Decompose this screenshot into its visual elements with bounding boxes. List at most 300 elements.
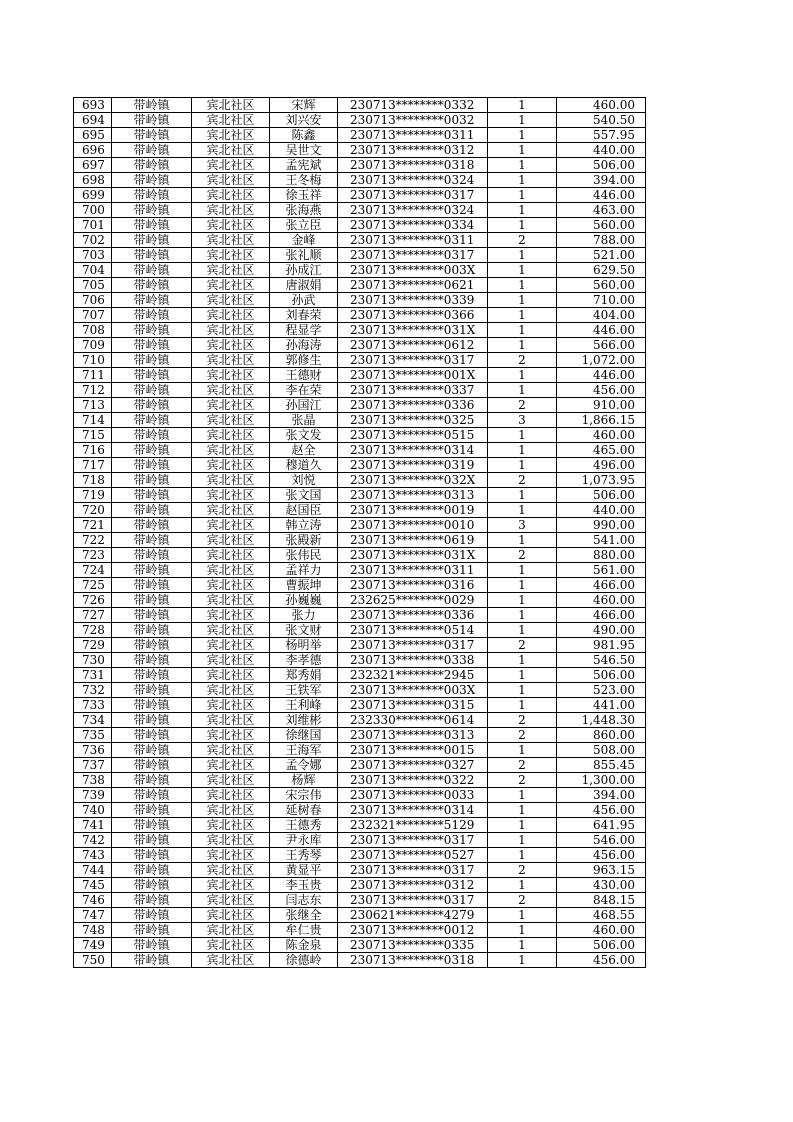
id-number-cell: 230713********0314 [338, 803, 488, 818]
amount-cell: 456.00 [557, 383, 646, 398]
name-cell: 孙成江 [270, 263, 338, 278]
table-row [74, 143, 646, 158]
town-cell: 带岭镇 [112, 803, 192, 818]
id-number-cell: 230621********4279 [338, 908, 488, 923]
community-cell: 宾北社区 [192, 218, 270, 233]
name-cell: 杨辉 [270, 773, 338, 788]
household-count-cell: 1 [488, 788, 557, 803]
amount-cell: 561.00 [557, 563, 646, 578]
household-count-cell: 1 [488, 623, 557, 638]
amount-cell: 1,073.95 [557, 473, 646, 488]
community-cell: 宾北社区 [192, 608, 270, 623]
table-row [74, 473, 646, 488]
row-number-cell: 724 [74, 563, 112, 578]
name-cell: 赵全 [270, 443, 338, 458]
amount-cell: 546.50 [557, 653, 646, 668]
town-cell: 带岭镇 [112, 668, 192, 683]
town-cell: 带岭镇 [112, 818, 192, 833]
row-number-cell: 748 [74, 923, 112, 938]
household-count-cell: 1 [488, 698, 557, 713]
id-number-cell: 230713********0032 [338, 113, 488, 128]
row-number-cell: 750 [74, 953, 112, 968]
row-number-cell: 703 [74, 248, 112, 263]
household-count-cell: 1 [488, 293, 557, 308]
row-number-cell: 717 [74, 458, 112, 473]
table-row [74, 353, 646, 368]
community-cell: 宾北社区 [192, 368, 270, 383]
amount-cell: 456.00 [557, 848, 646, 863]
table-row [74, 563, 646, 578]
household-count-cell: 1 [488, 608, 557, 623]
amount-cell: 496.00 [557, 458, 646, 473]
community-cell: 宾北社区 [192, 698, 270, 713]
household-count-cell: 2 [488, 893, 557, 908]
row-number-cell: 745 [74, 878, 112, 893]
town-cell: 带岭镇 [112, 353, 192, 368]
community-cell: 宾北社区 [192, 803, 270, 818]
id-number-cell: 230713********0318 [338, 953, 488, 968]
town-cell: 带岭镇 [112, 848, 192, 863]
community-cell: 宾北社区 [192, 248, 270, 263]
row-number-cell: 740 [74, 803, 112, 818]
id-number-cell: 230713********0316 [338, 578, 488, 593]
table-row [74, 503, 646, 518]
amount-cell: 460.00 [557, 923, 646, 938]
amount-cell: 394.00 [557, 173, 646, 188]
id-number-cell: 230713********0317 [338, 188, 488, 203]
town-cell: 带岭镇 [112, 308, 192, 323]
name-cell: 刘悦 [270, 473, 338, 488]
amount-cell: 441.00 [557, 698, 646, 713]
row-number-cell: 733 [74, 698, 112, 713]
household-count-cell: 1 [488, 428, 557, 443]
amount-cell: 460.00 [557, 98, 646, 113]
amount-cell: 508.00 [557, 743, 646, 758]
row-number-cell: 706 [74, 293, 112, 308]
row-number-cell: 747 [74, 908, 112, 923]
table-row [74, 98, 646, 113]
name-cell: 孟祥力 [270, 563, 338, 578]
community-cell: 宾北社区 [192, 353, 270, 368]
amount-cell: 1,866.15 [557, 413, 646, 428]
table-row [74, 698, 646, 713]
town-cell: 带岭镇 [112, 608, 192, 623]
row-number-cell: 705 [74, 278, 112, 293]
amount-cell: 540.50 [557, 113, 646, 128]
name-cell: 刘兴安 [270, 113, 338, 128]
name-cell: 延树春 [270, 803, 338, 818]
id-number-cell: 230713********0318 [338, 158, 488, 173]
town-cell: 带岭镇 [112, 173, 192, 188]
name-cell: 李玉贵 [270, 878, 338, 893]
row-number-cell: 699 [74, 188, 112, 203]
household-count-cell: 1 [488, 593, 557, 608]
amount-cell: 394.00 [557, 788, 646, 803]
household-count-cell: 1 [488, 743, 557, 758]
name-cell: 李孝德 [270, 653, 338, 668]
town-cell: 带岭镇 [112, 323, 192, 338]
amount-cell: 430.00 [557, 878, 646, 893]
table-row [74, 368, 646, 383]
id-number-cell: 230713********0317 [338, 863, 488, 878]
town-cell: 带岭镇 [112, 368, 192, 383]
table-row [74, 263, 646, 278]
name-cell: 宋辉 [270, 98, 338, 113]
row-number-cell: 715 [74, 428, 112, 443]
town-cell: 带岭镇 [112, 728, 192, 743]
amount-cell: 566.00 [557, 338, 646, 353]
amount-cell: 460.00 [557, 593, 646, 608]
town-cell: 带岭镇 [112, 578, 192, 593]
amount-cell: 523.00 [557, 683, 646, 698]
amount-cell: 468.55 [557, 908, 646, 923]
row-number-cell: 707 [74, 308, 112, 323]
amount-cell: 506.00 [557, 938, 646, 953]
household-count-cell: 2 [488, 758, 557, 773]
amount-cell: 910.00 [557, 398, 646, 413]
row-number-cell: 725 [74, 578, 112, 593]
table-row [74, 878, 646, 893]
amount-cell: 629.50 [557, 263, 646, 278]
community-cell: 宾北社区 [192, 653, 270, 668]
town-cell: 带岭镇 [112, 638, 192, 653]
row-number-cell: 741 [74, 818, 112, 833]
household-count-cell: 1 [488, 278, 557, 293]
community-cell: 宾北社区 [192, 638, 270, 653]
table-row [74, 548, 646, 563]
name-cell: 韩立涛 [270, 518, 338, 533]
town-cell: 带岭镇 [112, 383, 192, 398]
name-cell: 孙国江 [270, 398, 338, 413]
table-row [74, 728, 646, 743]
town-cell: 带岭镇 [112, 713, 192, 728]
table-row [74, 593, 646, 608]
table-row [74, 713, 646, 728]
name-cell: 孟令娜 [270, 758, 338, 773]
household-count-cell: 1 [488, 323, 557, 338]
town-cell: 带岭镇 [112, 188, 192, 203]
table-row [74, 398, 646, 413]
name-cell: 黄显平 [270, 863, 338, 878]
town-cell: 带岭镇 [112, 158, 192, 173]
community-cell: 宾北社区 [192, 758, 270, 773]
row-number-cell: 730 [74, 653, 112, 668]
community-cell: 宾北社区 [192, 443, 270, 458]
id-number-cell: 230713********0339 [338, 293, 488, 308]
id-number-cell: 232321********2945 [338, 668, 488, 683]
name-cell: 刘春荣 [270, 308, 338, 323]
row-number-cell: 701 [74, 218, 112, 233]
community-cell: 宾北社区 [192, 293, 270, 308]
row-number-cell: 719 [74, 488, 112, 503]
id-number-cell: 230713********032X [338, 473, 488, 488]
table-row [74, 278, 646, 293]
name-cell: 唐淑娟 [270, 278, 338, 293]
household-count-cell: 1 [488, 938, 557, 953]
name-cell: 郭修生 [270, 353, 338, 368]
household-count-cell: 1 [488, 803, 557, 818]
id-number-cell: 230713********0527 [338, 848, 488, 863]
household-count-cell: 1 [488, 578, 557, 593]
id-number-cell: 230713********0335 [338, 938, 488, 953]
household-count-cell: 1 [488, 143, 557, 158]
row-number-cell: 693 [74, 98, 112, 113]
row-number-cell: 710 [74, 353, 112, 368]
community-cell: 宾北社区 [192, 593, 270, 608]
amount-cell: 788.00 [557, 233, 646, 248]
amount-cell: 456.00 [557, 803, 646, 818]
town-cell: 带岭镇 [112, 773, 192, 788]
household-count-cell: 1 [488, 383, 557, 398]
row-number-cell: 716 [74, 443, 112, 458]
town-cell: 带岭镇 [112, 533, 192, 548]
household-count-cell: 1 [488, 203, 557, 218]
table-row [74, 938, 646, 953]
community-cell: 宾北社区 [192, 338, 270, 353]
table-row [74, 653, 646, 668]
id-number-cell: 230713********0514 [338, 623, 488, 638]
name-cell: 孙海涛 [270, 338, 338, 353]
name-cell: 孟宪斌 [270, 158, 338, 173]
name-cell: 孙巍巍 [270, 593, 338, 608]
community-cell: 宾北社区 [192, 923, 270, 938]
amount-cell: 1,448.30 [557, 713, 646, 728]
row-number-cell: 704 [74, 263, 112, 278]
name-cell: 孙武 [270, 293, 338, 308]
household-count-cell: 2 [488, 548, 557, 563]
id-number-cell: 230713********0337 [338, 383, 488, 398]
name-cell: 王秀琴 [270, 848, 338, 863]
id-number-cell: 230713********0366 [338, 308, 488, 323]
household-count-cell: 1 [488, 668, 557, 683]
row-number-cell: 698 [74, 173, 112, 188]
household-count-cell: 1 [488, 908, 557, 923]
town-cell: 带岭镇 [112, 908, 192, 923]
community-cell: 宾北社区 [192, 413, 270, 428]
name-cell: 宋宗伟 [270, 788, 338, 803]
id-number-cell: 230713********0515 [338, 428, 488, 443]
row-number-cell: 694 [74, 113, 112, 128]
id-number-cell: 232321********5129 [338, 818, 488, 833]
town-cell: 带岭镇 [112, 443, 192, 458]
table-row [74, 893, 646, 908]
row-number-cell: 749 [74, 938, 112, 953]
community-cell: 宾北社区 [192, 263, 270, 278]
id-number-cell: 230713********031X [338, 548, 488, 563]
table-row [74, 788, 646, 803]
amount-cell: 506.00 [557, 158, 646, 173]
town-cell: 带岭镇 [112, 923, 192, 938]
amount-cell: 546.00 [557, 833, 646, 848]
name-cell: 徐玉祥 [270, 188, 338, 203]
community-cell: 宾北社区 [192, 203, 270, 218]
community-cell: 宾北社区 [192, 188, 270, 203]
id-number-cell: 230713********0311 [338, 563, 488, 578]
household-count-cell: 1 [488, 533, 557, 548]
table-row [74, 113, 646, 128]
row-number-cell: 735 [74, 728, 112, 743]
id-number-cell: 232330********0614 [338, 713, 488, 728]
household-count-cell: 2 [488, 353, 557, 368]
name-cell: 李在荣 [270, 383, 338, 398]
town-cell: 带岭镇 [112, 233, 192, 248]
row-number-cell: 712 [74, 383, 112, 398]
community-cell: 宾北社区 [192, 833, 270, 848]
community-cell: 宾北社区 [192, 893, 270, 908]
community-cell: 宾北社区 [192, 788, 270, 803]
name-cell: 张晶 [270, 413, 338, 428]
household-count-cell: 1 [488, 488, 557, 503]
table-row [74, 458, 646, 473]
name-cell: 王德秀 [270, 818, 338, 833]
id-number-cell: 230713********0334 [338, 218, 488, 233]
name-cell: 徐德岭 [270, 953, 338, 968]
name-cell: 尹永库 [270, 833, 338, 848]
row-number-cell: 723 [74, 548, 112, 563]
name-cell: 王铁军 [270, 683, 338, 698]
row-number-cell: 695 [74, 128, 112, 143]
id-number-cell: 230713********0019 [338, 503, 488, 518]
id-number-cell: 230713********0033 [338, 788, 488, 803]
amount-cell: 855.45 [557, 758, 646, 773]
amount-cell: 963.15 [557, 863, 646, 878]
row-number-cell: 738 [74, 773, 112, 788]
community-cell: 宾北社区 [192, 233, 270, 248]
table-row [74, 623, 646, 638]
id-number-cell: 230713********003X [338, 683, 488, 698]
id-number-cell: 230713********0324 [338, 173, 488, 188]
community-cell: 宾北社区 [192, 308, 270, 323]
town-cell: 带岭镇 [112, 623, 192, 638]
table-row [74, 383, 646, 398]
household-count-cell: 1 [488, 128, 557, 143]
row-number-cell: 732 [74, 683, 112, 698]
name-cell: 程显学 [270, 323, 338, 338]
name-cell: 张海燕 [270, 203, 338, 218]
id-number-cell: 230713********003X [338, 263, 488, 278]
id-number-cell: 230713********0315 [338, 698, 488, 713]
name-cell: 张文财 [270, 623, 338, 638]
table-row [74, 863, 646, 878]
amount-cell: 440.00 [557, 143, 646, 158]
table-row [74, 413, 646, 428]
household-count-cell: 1 [488, 458, 557, 473]
name-cell: 陈金泉 [270, 938, 338, 953]
amount-cell: 466.00 [557, 578, 646, 593]
id-number-cell: 230713********0311 [338, 128, 488, 143]
community-cell: 宾北社区 [192, 458, 270, 473]
id-number-cell: 230713********0317 [338, 353, 488, 368]
row-number-cell: 734 [74, 713, 112, 728]
row-number-cell: 711 [74, 368, 112, 383]
table-row [74, 578, 646, 593]
id-number-cell: 230713********0313 [338, 488, 488, 503]
community-cell: 宾北社区 [192, 173, 270, 188]
household-count-cell: 1 [488, 248, 557, 263]
row-number-cell: 702 [74, 233, 112, 248]
town-cell: 带岭镇 [112, 503, 192, 518]
id-number-cell: 230713********0317 [338, 833, 488, 848]
id-number-cell: 230713********0313 [338, 728, 488, 743]
id-number-cell: 230713********0012 [338, 923, 488, 938]
town-cell: 带岭镇 [112, 563, 192, 578]
amount-cell: 466.00 [557, 608, 646, 623]
table-row [74, 533, 646, 548]
community-cell: 宾北社区 [192, 323, 270, 338]
household-count-cell: 1 [488, 818, 557, 833]
id-number-cell: 230713********031X [338, 323, 488, 338]
id-number-cell: 230713********0327 [338, 758, 488, 773]
community-cell: 宾北社区 [192, 938, 270, 953]
town-cell: 带岭镇 [112, 698, 192, 713]
household-count-cell: 1 [488, 563, 557, 578]
town-cell: 带岭镇 [112, 683, 192, 698]
town-cell: 带岭镇 [112, 743, 192, 758]
household-count-cell: 2 [488, 713, 557, 728]
name-cell: 刘维彬 [270, 713, 338, 728]
community-cell: 宾北社区 [192, 473, 270, 488]
name-cell: 张力 [270, 608, 338, 623]
name-cell: 王利峰 [270, 698, 338, 713]
community-cell: 宾北社区 [192, 383, 270, 398]
amount-cell: 557.95 [557, 128, 646, 143]
row-number-cell: 744 [74, 863, 112, 878]
row-number-cell: 700 [74, 203, 112, 218]
name-cell: 张伟民 [270, 548, 338, 563]
community-cell: 宾北社区 [192, 953, 270, 968]
community-cell: 宾北社区 [192, 773, 270, 788]
name-cell: 陈鑫 [270, 128, 338, 143]
community-cell: 宾北社区 [192, 908, 270, 923]
table-row [74, 218, 646, 233]
community-cell: 宾北社区 [192, 683, 270, 698]
household-count-cell: 2 [488, 638, 557, 653]
table-row [74, 188, 646, 203]
name-cell: 吴世文 [270, 143, 338, 158]
town-cell: 带岭镇 [112, 458, 192, 473]
name-cell: 郑秀娟 [270, 668, 338, 683]
id-number-cell: 230713********0336 [338, 398, 488, 413]
id-number-cell: 230713********0619 [338, 533, 488, 548]
table-row [74, 428, 646, 443]
row-number-cell: 709 [74, 338, 112, 353]
id-number-cell: 230713********0317 [338, 248, 488, 263]
town-cell: 带岭镇 [112, 413, 192, 428]
id-number-cell: 230713********0612 [338, 338, 488, 353]
household-count-cell: 1 [488, 953, 557, 968]
community-cell: 宾北社区 [192, 863, 270, 878]
name-cell: 张立臣 [270, 218, 338, 233]
table-row [74, 338, 646, 353]
household-count-cell: 1 [488, 338, 557, 353]
town-cell: 带岭镇 [112, 833, 192, 848]
amount-cell: 1,300.00 [557, 773, 646, 788]
table-body [74, 98, 646, 968]
community-cell: 宾北社区 [192, 578, 270, 593]
community-cell: 宾北社区 [192, 518, 270, 533]
id-number-cell: 230713********0312 [338, 878, 488, 893]
amount-cell: 460.00 [557, 428, 646, 443]
row-number-cell: 721 [74, 518, 112, 533]
town-cell: 带岭镇 [112, 278, 192, 293]
row-number-cell: 722 [74, 533, 112, 548]
table-row [74, 683, 646, 698]
community-cell: 宾北社区 [192, 488, 270, 503]
row-number-cell: 718 [74, 473, 112, 488]
table-row [74, 518, 646, 533]
row-number-cell: 726 [74, 593, 112, 608]
community-cell: 宾北社区 [192, 818, 270, 833]
